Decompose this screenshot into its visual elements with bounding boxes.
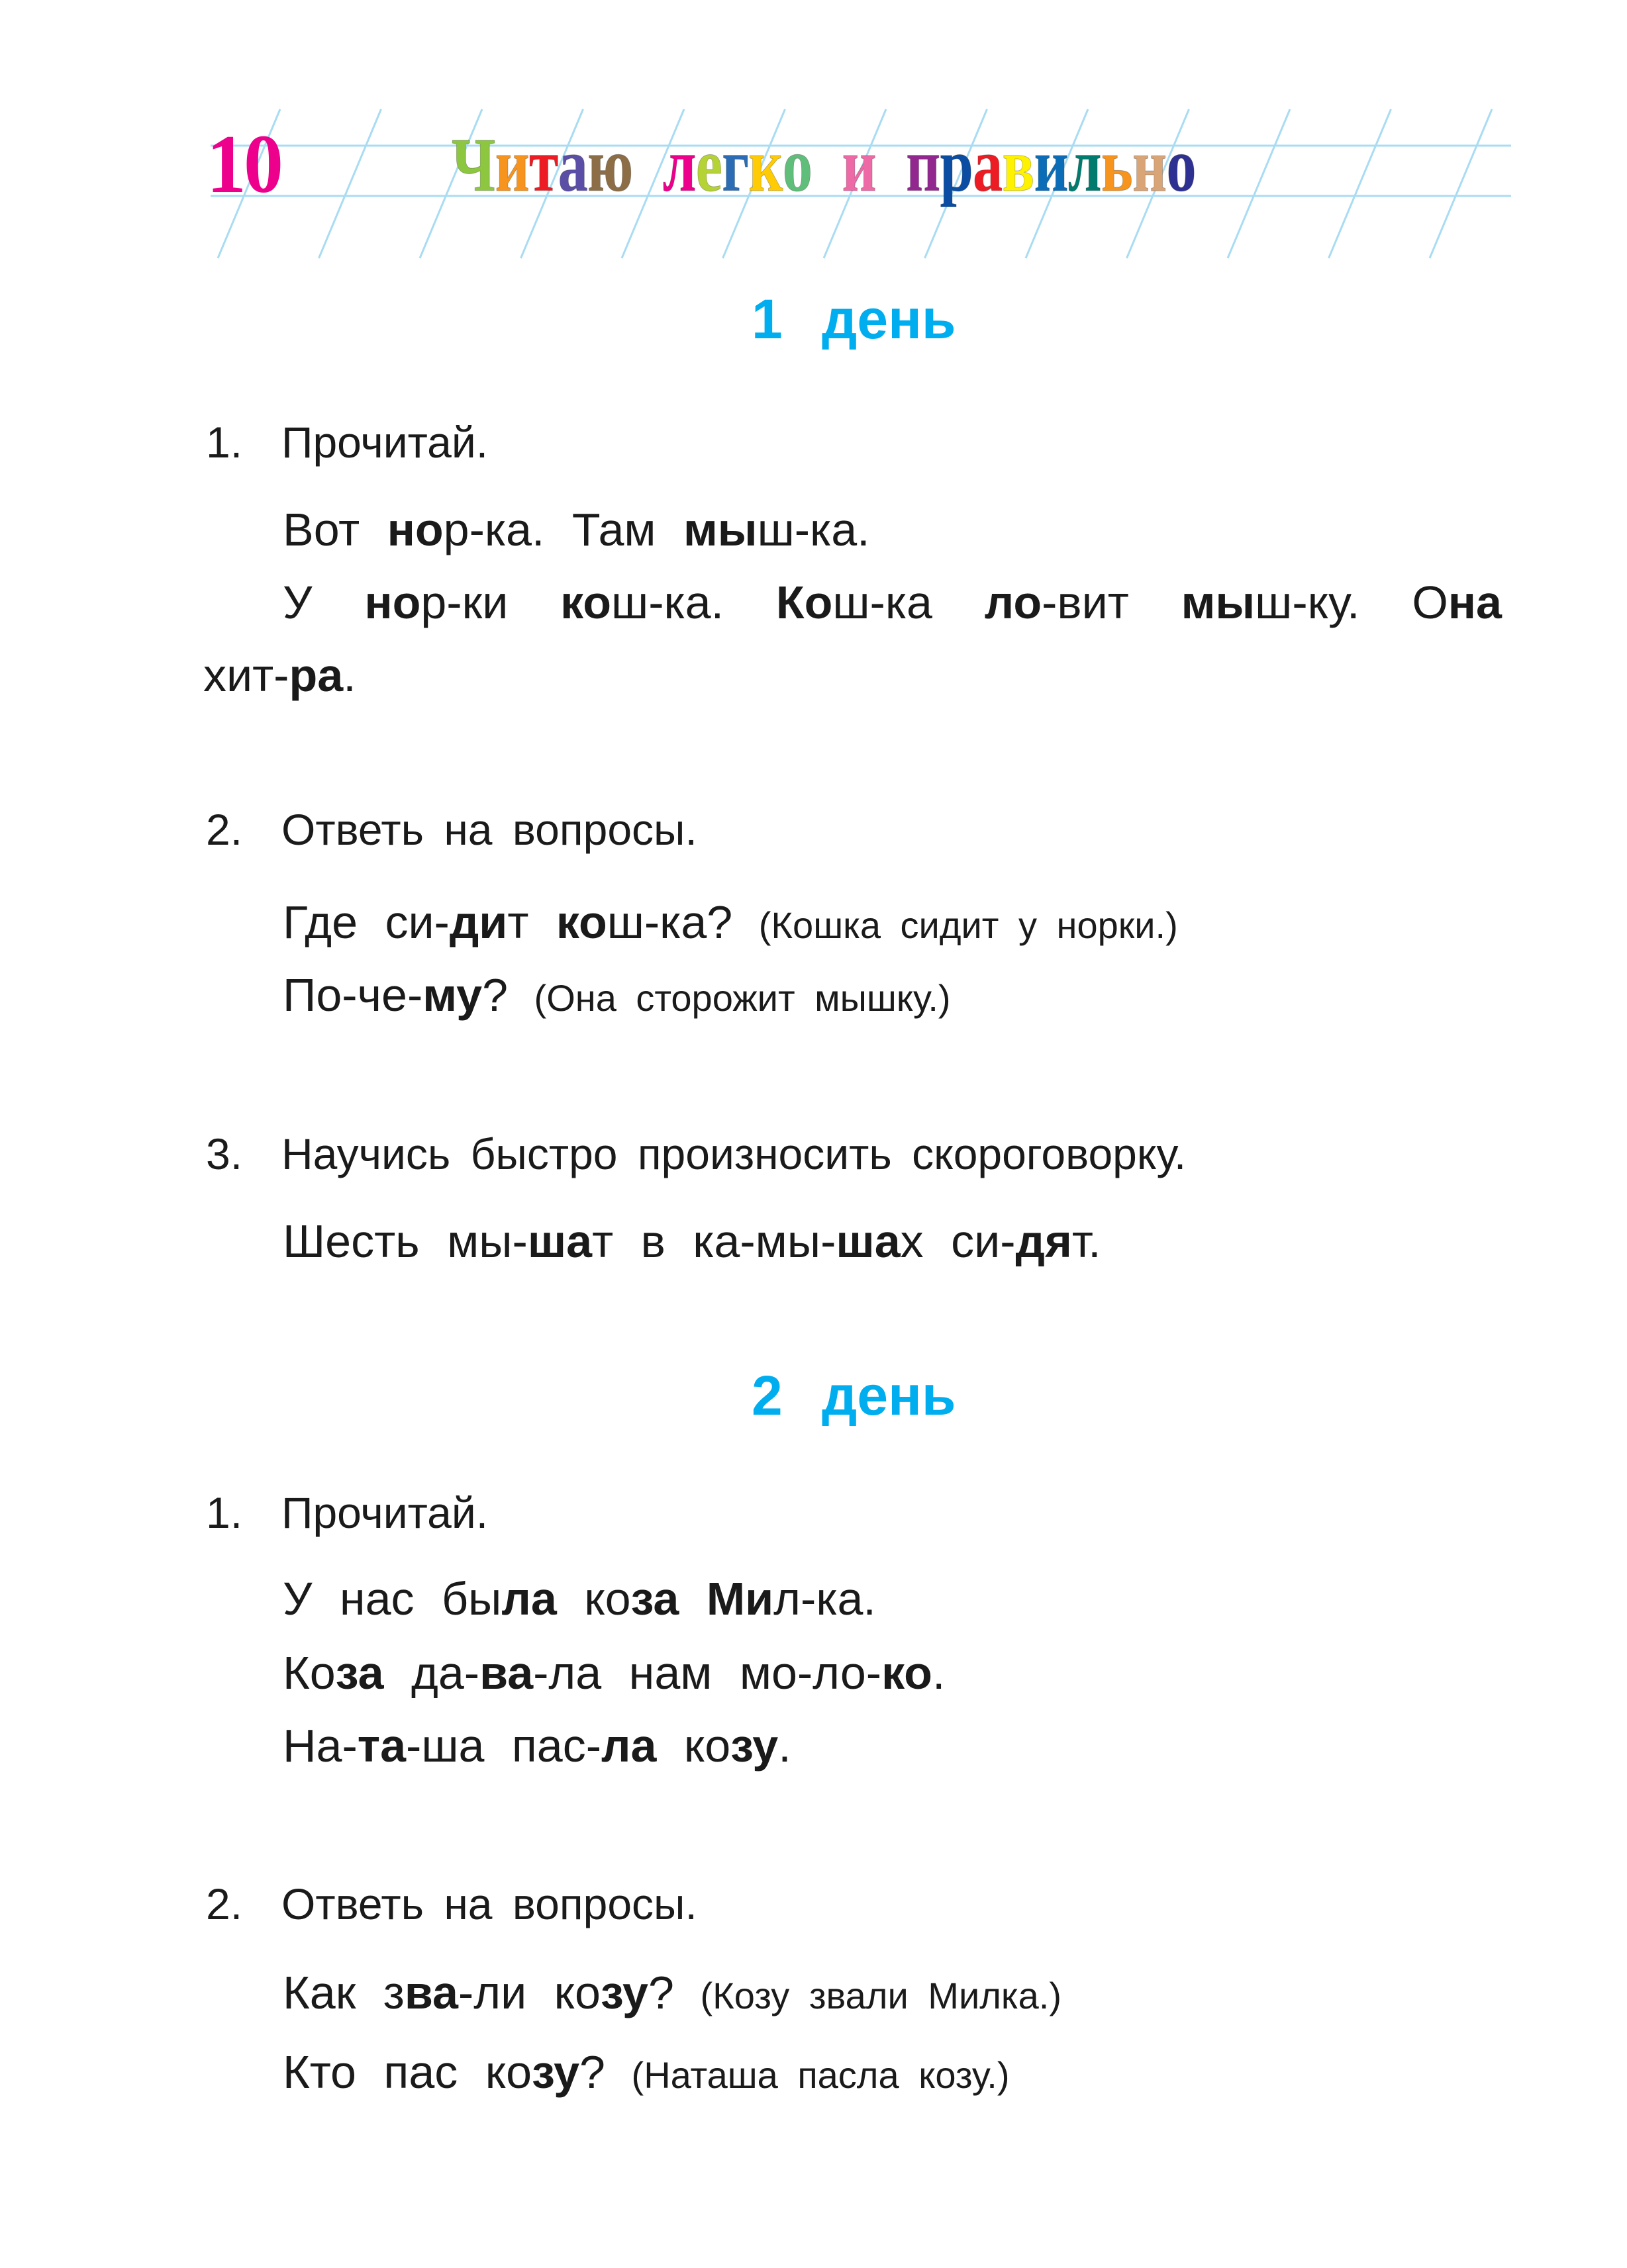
tongue-twister-line (283, 1215, 1101, 1267)
task-number: 2. (206, 805, 243, 854)
stressed-syllable: но (387, 504, 444, 555)
title-letter: а (558, 123, 588, 208)
stressed-syllable: ша (836, 1215, 901, 1267)
text-run: Как з (283, 1967, 405, 2018)
day-2-heading: 2 день (752, 1364, 956, 1427)
title-word (842, 123, 876, 208)
stressed-syllable: ва (404, 1967, 458, 2018)
text-run: . (343, 649, 356, 701)
text-run: да- (383, 1647, 480, 1699)
reading-line (283, 1647, 946, 1699)
task-1-3-instruction (206, 1129, 1187, 1178)
title-word (906, 123, 1196, 208)
title-letter: о (1166, 123, 1196, 208)
instruction-text: Научись быстро произносить скороговорку. (281, 1129, 1187, 1178)
text-run: У (283, 577, 365, 628)
answer-hint: (Наташа пасла козу.) (611, 2054, 1010, 2096)
text-run: -ли ко (458, 1967, 601, 2018)
day-1-heading: 1 день (752, 288, 956, 350)
text-run: т (507, 896, 556, 948)
stressed-syllable: Ко (775, 577, 833, 628)
text-run: Вот (283, 504, 387, 555)
text-run: р-ки (420, 577, 561, 628)
text-run: -вит (1042, 577, 1181, 628)
stressed-syllable: зу (532, 2046, 580, 2098)
text-run: ко (556, 1573, 631, 1625)
title-letter: ю (587, 123, 633, 208)
question-line (283, 896, 1178, 949)
text-run: т в ка-мы- (592, 1215, 836, 1267)
stressed-syllable: ла (601, 1720, 657, 1772)
text-run: -ла нам мо-ло- (533, 1647, 882, 1699)
title-letter: о (782, 123, 813, 208)
text-run: . (932, 1647, 946, 1699)
stressed-syllable: мы (1181, 577, 1256, 628)
title-word (662, 123, 813, 208)
title-letter: г (722, 123, 749, 208)
text-run: У нас бы (283, 1573, 502, 1625)
text-run: На- (283, 1720, 358, 1772)
text-run: ? (482, 969, 508, 1021)
text-run: ш-ка? (607, 896, 733, 948)
text-run: ш-ка. (757, 504, 870, 555)
text-run: Ко (283, 1647, 336, 1699)
text-run (679, 1573, 706, 1625)
instruction-text: Прочитай. (281, 418, 489, 467)
stressed-syllable: му (422, 969, 483, 1021)
text-run: По-че- (283, 969, 423, 1021)
task-1-1-instruction (206, 418, 489, 467)
reading-line (283, 506, 870, 553)
reading-line (283, 1720, 791, 1772)
title-letter: в (1002, 123, 1034, 208)
answer-hint: (Козу звали Милка.) (680, 1975, 1061, 2016)
title-letter: Ч (452, 123, 495, 208)
text-run: х си- (900, 1215, 1016, 1267)
stressed-syllable: зу (730, 1720, 779, 1772)
text-run: Кто пас ко (283, 2046, 532, 2098)
text-run: Шесть мы- (283, 1215, 528, 1267)
task-1-2-instruction (206, 805, 697, 854)
page-title (452, 123, 1226, 208)
stressed-syllable: ко (881, 1647, 932, 1699)
instruction-text: Ответь на вопросы. (281, 805, 697, 854)
text-run: л-ка. (773, 1573, 876, 1625)
stressed-syllable: за (335, 1647, 384, 1699)
stressed-syllable: та (357, 1720, 407, 1772)
text-run: ш-ка. (611, 577, 776, 628)
title-letter: а (972, 123, 1003, 208)
text-run: ш-ку. О (1255, 577, 1448, 628)
stressed-syllable: но (364, 577, 421, 628)
page-number: 10 (207, 118, 281, 211)
stressed-syllable: ша (527, 1215, 593, 1267)
question-line (283, 2046, 1010, 2099)
stressed-syllable: ла (501, 1573, 557, 1625)
text-run: ? (579, 2046, 605, 2098)
reading-line (203, 649, 356, 701)
stressed-syllable: за (630, 1573, 679, 1625)
reading-line (283, 579, 1502, 626)
task-number: 3. (206, 1129, 243, 1178)
title-letter: л (1067, 123, 1101, 208)
task-number: 2. (206, 1879, 243, 1928)
text-run: ? (648, 1967, 674, 2018)
instruction-text: Ответь на вопросы. (281, 1879, 697, 1928)
title-letter: н (1132, 123, 1167, 208)
stressed-syllable: на (1448, 577, 1502, 628)
title-letter: е (695, 123, 722, 208)
title-letter: и (1034, 123, 1068, 208)
title-letter: к (748, 123, 783, 208)
title-letter: и (842, 123, 876, 208)
text-run: . (778, 1720, 791, 1772)
stressed-syllable: Ми (706, 1573, 774, 1625)
instruction-text: Прочитай. (281, 1488, 489, 1537)
text-run: ш-ка (832, 577, 985, 628)
title-letter: т (528, 123, 558, 208)
text-run: т. (1071, 1215, 1101, 1267)
title-word (452, 123, 633, 208)
stressed-syllable: ко (560, 577, 612, 628)
answer-hint: (Кошка сидит у норки.) (739, 904, 1178, 946)
title-letter: и (495, 123, 529, 208)
reading-line (283, 1573, 876, 1625)
stressed-syllable: зу (600, 1967, 648, 2018)
stressed-syllable: ло (984, 577, 1042, 628)
stressed-syllable: дя (1015, 1215, 1072, 1267)
stressed-syllable: ко (556, 896, 607, 948)
text-run: р-ка. Там (443, 504, 683, 555)
title-letter: р (940, 123, 973, 208)
stressed-syllable: ди (449, 896, 508, 948)
task-2-1-instruction (206, 1488, 489, 1537)
question-line (283, 1969, 1061, 2019)
stressed-syllable: мы (683, 504, 758, 555)
text-run: хит- (203, 649, 289, 701)
answer-hint: (Она сторожит мышку.) (515, 977, 951, 1019)
task-number: 1. (206, 418, 243, 467)
title-letter: ь (1101, 123, 1132, 208)
stressed-syllable: ва (479, 1647, 534, 1699)
title-letter: л (662, 123, 696, 208)
task-2-2-instruction (206, 1879, 697, 1928)
text-run: Где си- (283, 896, 450, 948)
title-letter: п (906, 123, 940, 208)
task-number: 1. (206, 1488, 243, 1537)
text-run: ко (656, 1720, 731, 1772)
text-run: -ша пас- (406, 1720, 602, 1772)
question-line (283, 969, 951, 1021)
stressed-syllable: ра (289, 649, 344, 701)
